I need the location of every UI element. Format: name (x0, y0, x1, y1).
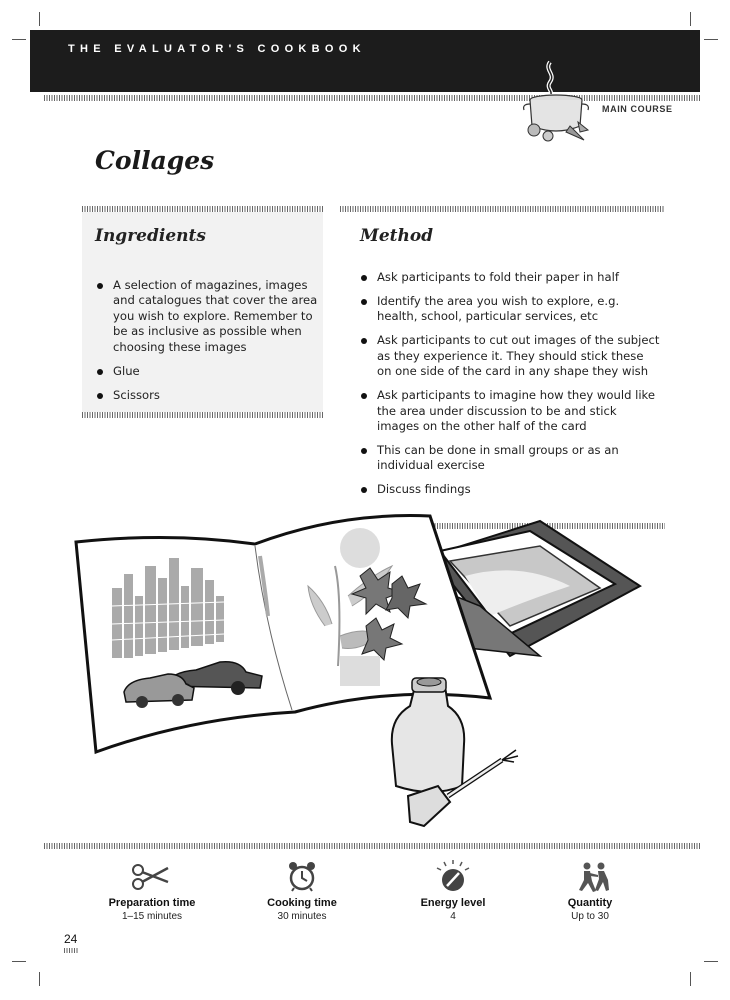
method-step: This can be done in small groups or as an individual exercise (361, 443, 661, 474)
crop-mark (690, 972, 691, 986)
crop-mark (12, 39, 26, 40)
stat-cooking (222, 897, 382, 922)
ingredients-list (97, 278, 319, 412)
book-title: THE EVALUATOR'S COOKBOOK (68, 43, 366, 55)
stat-label: Quantity (567, 897, 613, 909)
page-title: Collages (95, 146, 215, 175)
ingredient-item: A selection of magazines, images and catalogues that cover the area you wish to explore. Remember to be as inclusive as possible when choosing these images (97, 278, 319, 355)
method-heading: Method (360, 226, 434, 246)
header-bar (30, 30, 700, 92)
ingredients-heading: Ingredients (95, 226, 206, 246)
crop-mark (690, 12, 691, 26)
energy-gauge-icon (435, 859, 471, 893)
ingredient-item: Scissors (97, 388, 319, 403)
stat-quantity (510, 897, 670, 922)
crop-mark (704, 39, 718, 40)
header-rule (44, 95, 700, 101)
stat-preparation (72, 897, 232, 922)
method-step: Ask participants to cut out images of the subject as they experience it. They should stick these on one side of the card in any shape they wish (361, 333, 661, 379)
cooking-pot-icon (518, 60, 598, 146)
scissors-icon (130, 862, 170, 892)
crop-mark (39, 972, 40, 986)
stat-value: 30 minutes (277, 911, 327, 922)
people-icon (576, 861, 612, 893)
method-step: Ask participants to imagine how they would like the area under discussion to be and stick images on the other half of the card (361, 388, 661, 434)
collage-illustration (70, 506, 650, 836)
method-list (361, 270, 661, 506)
method-top-rule (340, 206, 665, 212)
page-number-rule (64, 948, 78, 953)
method-step: Discuss findings (361, 482, 661, 497)
footer-rule (44, 843, 700, 849)
ingredients-top-rule (82, 206, 323, 212)
stat-value: 1–15 minutes (121, 911, 183, 922)
stat-label: Energy level (420, 897, 486, 909)
ingredient-item: Glue (97, 364, 319, 379)
alarm-clock-icon (286, 860, 318, 892)
ingredients-bottom-rule (82, 412, 323, 418)
glue-bottle-icon (392, 678, 518, 826)
crop-mark (704, 961, 718, 962)
method-step: Ask participants to fold their paper in half (361, 270, 661, 285)
stat-value: Up to 30 (571, 911, 609, 922)
crop-mark (39, 12, 40, 26)
stat-value: 4 (450, 911, 456, 922)
page-number: 24 (64, 932, 78, 946)
stat-energy (373, 897, 533, 922)
stat-label: Cooking time (267, 897, 337, 909)
section-label: MAIN COURSE (602, 104, 673, 114)
method-step: Identify the area you wish to explore, e.g. health, school, particular services, etc (361, 294, 661, 325)
stat-label: Preparation time (108, 897, 196, 909)
crop-mark (12, 961, 26, 962)
